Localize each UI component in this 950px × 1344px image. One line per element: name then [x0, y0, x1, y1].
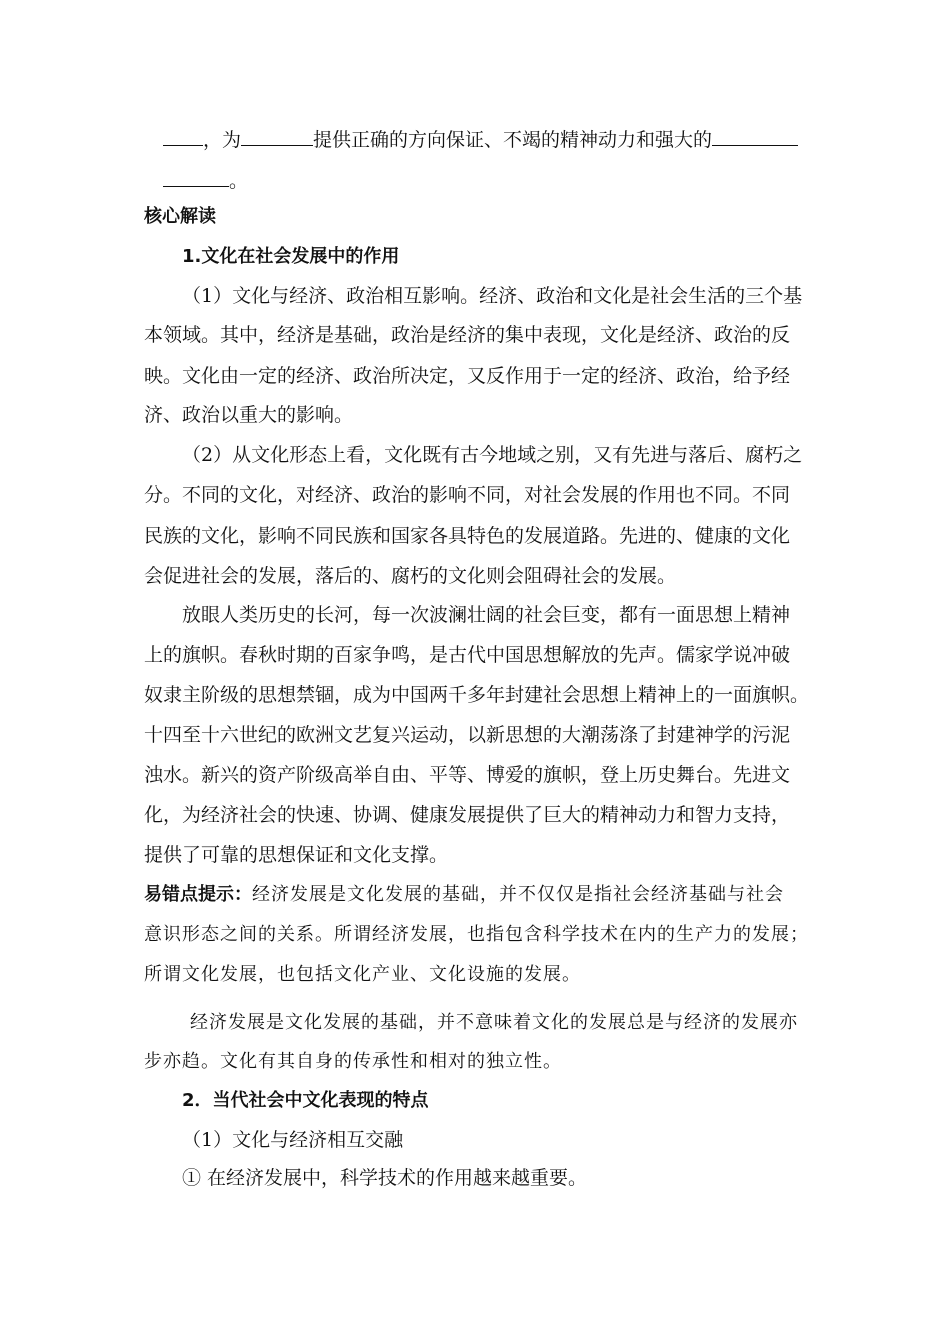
paragraph-line: 会促进社会的发展，落后的、腐朽的文化则会阻碍社会的发展。 — [144, 565, 677, 587]
tip-text: 经济发展是文化发展的基础，并不仅仅是指社会经济基础与社会 — [252, 884, 784, 905]
list-item: ① 在经济发展中，科学技术的作用越来越重要。 — [182, 1167, 588, 1189]
answer-blank[interactable] — [163, 168, 229, 187]
paragraph-line: 提供了可靠的思想保证和文化支撑。 — [144, 844, 449, 866]
paragraph-line: 分。不同的文化，对经济、政治的影响不同，对社会发展的作用也不同。不同 — [144, 484, 791, 506]
tip-text: 意识形态之间的关系。所谓经济发展，也指包含科学技术在内的生产力的发展； — [144, 924, 809, 945]
point-heading-2: 2．当代社会中文化表现的特点 — [182, 1090, 429, 1111]
fill-in-text: 提供正确的方向保证、不竭的精神动力和强大的 — [313, 129, 713, 151]
answer-blank[interactable] — [163, 127, 203, 146]
paragraph-line: 奴隶主阶级的思想禁锢，成为中国两千多年封建社会思想上精神上的一面旗帜。 — [144, 684, 810, 706]
paragraph-line: 十四至十六世纪的欧洲文艺复兴运动，以新思想的大潮荡涤了封建神学的污泥 — [144, 724, 791, 746]
fill-in-text: ，为 — [203, 129, 242, 151]
point-heading-1: 1.文化在社会发展中的作用 — [182, 246, 400, 267]
answer-blank[interactable] — [241, 127, 313, 146]
fill-in-line-2 — [163, 168, 248, 193]
paragraph-line: 上的旗帜。春秋时期的百家争鸣，是古代中国思想解放的先声。儒家学说冲破 — [144, 644, 791, 666]
paragraph-line: （1）文化与经济、政治相互影响。经济、政治和文化是社会生活的三个基 — [182, 285, 803, 307]
paragraph-line: 放眼人类历史的长河，每一次波澜壮阔的社会巨变，都有一面思想上精神 — [182, 604, 791, 626]
paragraph-line: 浊水。新兴的资产阶级高举自由、平等、博爱的旗帜，登上历史舞台。先进文 — [144, 764, 791, 786]
paragraph-line: 映。文化由一定的经济、政治所决定，又反作用于一定的经济、政治，给予经 — [144, 365, 791, 387]
paragraph-line: 民族的文化，影响不同民族和国家各具特色的发展道路。先进的、健康的文化 — [144, 525, 791, 547]
tip-line-1 — [144, 883, 784, 907]
paragraph-line: 化，为经济社会的快速、协调、健康发展提供了巨大的精神动力和智力支持， — [144, 804, 791, 826]
paragraph-line: 本领域。其中，经济是基础，政治是经济的集中表现，文化是经济、政治的反 — [144, 324, 791, 346]
tip-label: 易错点提示： — [144, 884, 252, 905]
paragraph-line: 济、政治以重大的影响。 — [144, 404, 354, 426]
subheading: （1）文化与经济相互交融 — [182, 1129, 404, 1151]
fill-in-line-1 — [163, 127, 798, 152]
fill-in-text: 。 — [229, 170, 249, 192]
answer-blank[interactable] — [712, 127, 798, 146]
tip-text: 步亦趋。文化有其自身的传承性和相对的独立性。 — [144, 1051, 562, 1072]
tip-text: 所谓文化发展，也包括文化产业、文化设施的发展。 — [144, 964, 581, 985]
section-title: 核心解读 — [144, 206, 216, 227]
tip-text: 经济发展是文化发展的基础，并不意味着文化的发展总是与经济的发展亦 — [190, 1012, 798, 1033]
paragraph-line: （2）从文化形态上看，文化既有古今地域之别，又有先进与落后、腐朽之 — [182, 444, 803, 466]
